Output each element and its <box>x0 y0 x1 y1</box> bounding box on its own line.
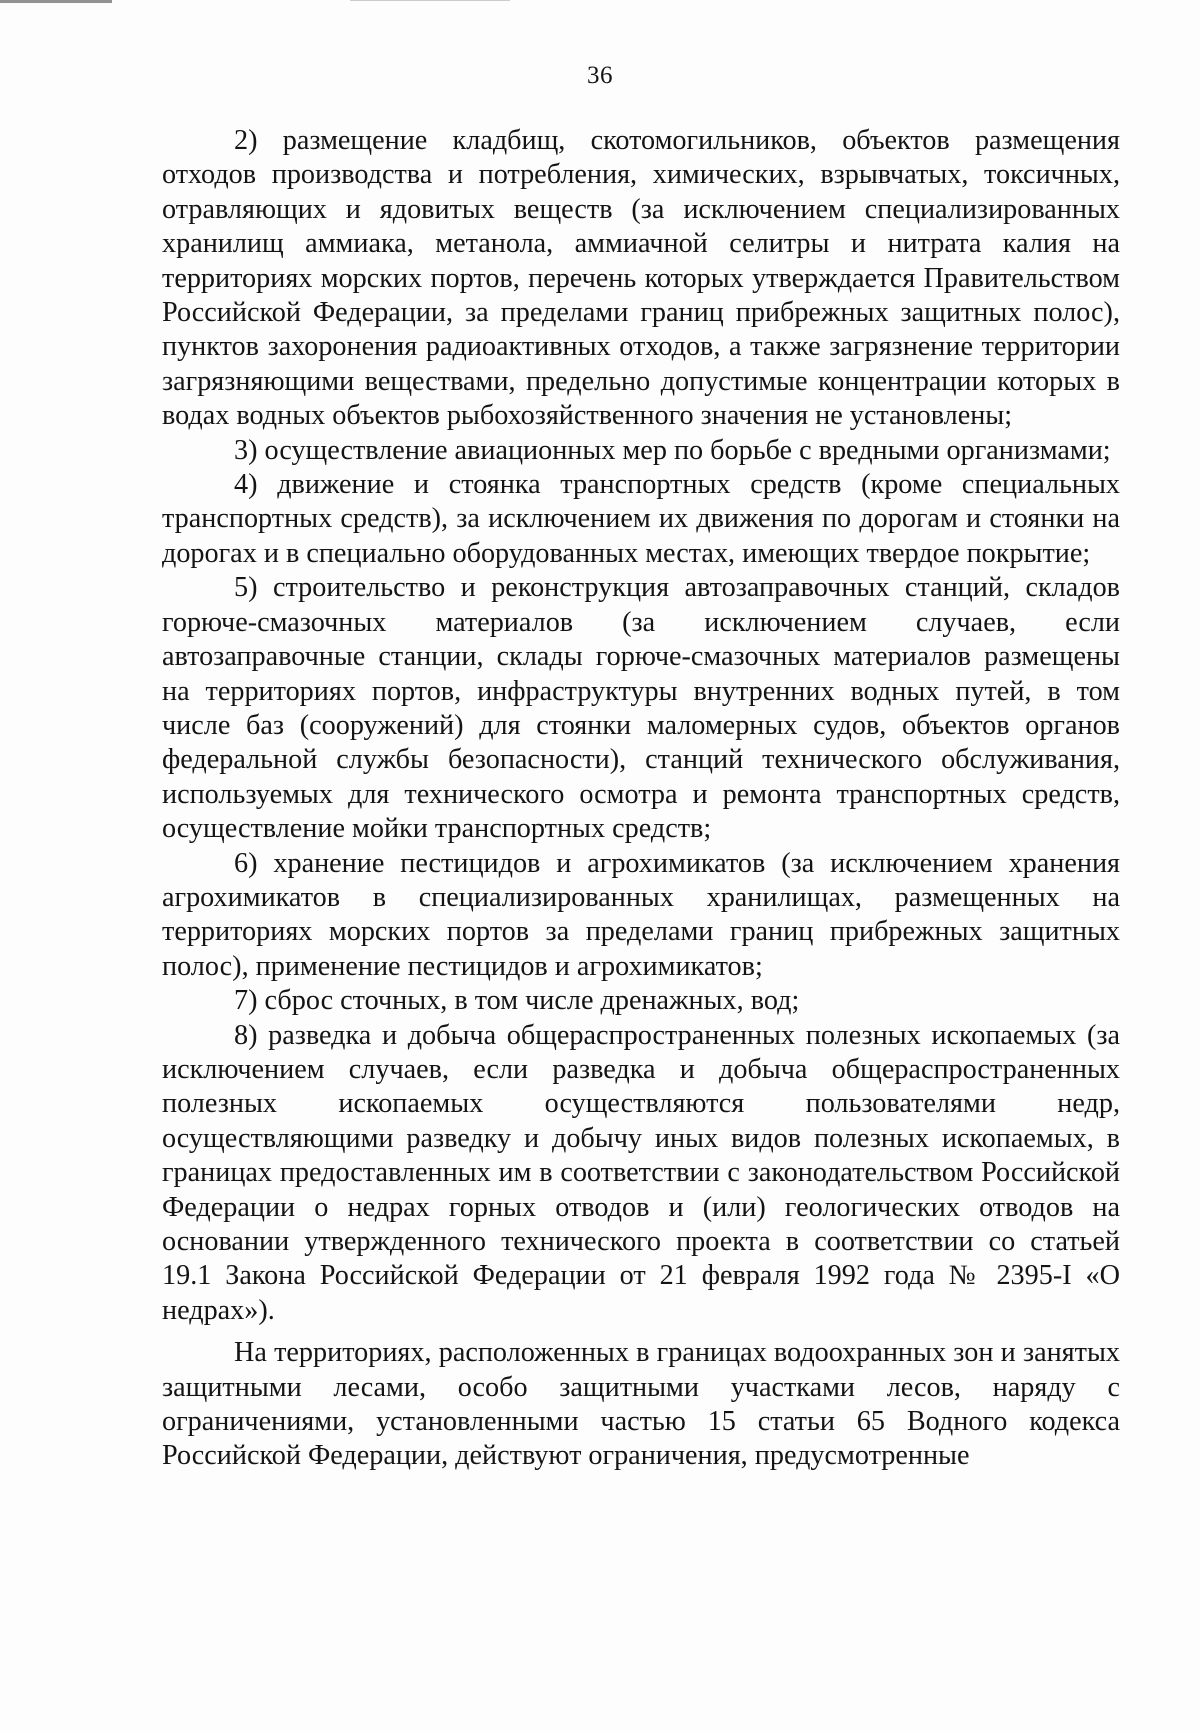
scan-edge-mark <box>0 0 112 3</box>
paragraph-item-8: 8) разведка и добыча общераспространенных полезных ископаемых (за исключением случаев, если разведка и добыча общераспространенных полезных ископаемых осуществляются пользователями недр, осуществляющими разведку и добычу иных видов полезных ископаемых, в границах предоставленных им в соответствии с законодательством Российской Федерации о недрах горных отводов и (или) геологических отводов на основании утвержденного технического проекта в соответствии со статьей 19.1 Закона Российской Федерации от 21 февраля 1992 года № 2395-I «О недрах»). <box>162 1019 1120 1326</box>
paragraph-item-2: 2) размещение кладбищ, скотомогильников, объектов размещения отходов производства и потребления, химических, взрывчатых, токсичных, отравляющих и ядовитых веществ (за исключением специализированных хранилищ аммиака, метанола, аммиачной селитры и нитрата калия на территориях морских портов, перечень которых утверждается Правительством Российской Федерации, за пределами границ прибрежных защитных полос), пунктов захоронения радиоактивных отходов, а также загрязнение территории загрязняющими веществами, предельно допустимые концентрации которых в водах водных объектов рыбохозяйственного значения не установлены; <box>162 125 1120 432</box>
paragraph-item-5: 5) строительство и реконструкция автозаправочных станций, складов горюче-смазочных материалов (за исключением случаев, если автозаправочные станции, склады горюче-смазочных материалов размещены на территориях портов, инфраструктуры внутренних водных путей, в том числе баз (сооружений) для стоянки маломерных судов, объектов органов федеральной службы безопасности), станций технического обслуживания, используемых для технического осмотра и ремонта транспортных средств, осуществление мойки транспортных средств; <box>162 572 1120 845</box>
paragraph-item-7: 7) сброс сточных, в том числе дренажных, вод; <box>234 985 800 1017</box>
document-body <box>162 124 1120 1474</box>
paragraph-item-3: 3) осуществление авиационных мер по борьбе с вредными организмами; <box>234 434 1111 466</box>
page-number: 36 <box>587 62 613 89</box>
paragraph-closing: На территориях, расположенных в границах водоохранных зон и занятых защитными лесами, особо защитными участками лесов, наряду с ограничениями, установленными частью 15 статьи 65 Водного кодекса Российской Федерации, действуют ограничения, предусмотренные <box>162 1337 1120 1472</box>
scan-edge-mark <box>350 0 510 1</box>
paragraph-item-6: 6) хранение пестицидов и агрохимикатов (за исключением хранения агрохимикатов в специализированных хранилищах, размещенных на территориях морских портов за пределами границ прибрежных защитных полос), применение пестицидов и агрохимикатов; <box>162 847 1120 982</box>
paragraph-item-4: 4) движение и стоянка транспортных средств (кроме специальных транспортных средств), за исключением их движения по дорогам и стоянки на дорогах и в специально оборудованных местах, имеющих твердое покрытие; <box>162 469 1120 569</box>
